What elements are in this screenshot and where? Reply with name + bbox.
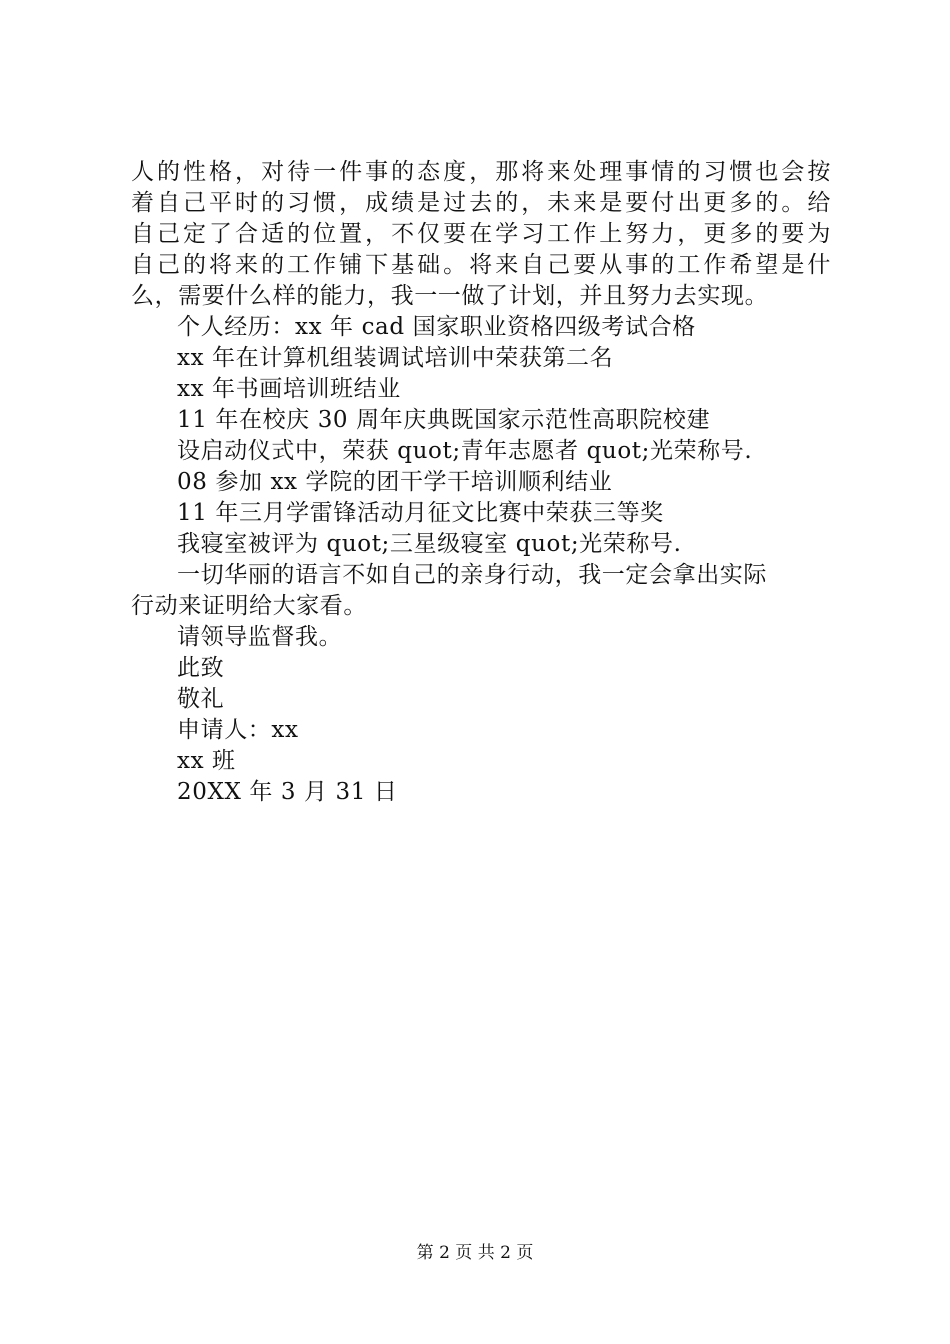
document-body bbox=[131, 157, 831, 808]
experience-line: 设启动仪式中，荣获 quot;青年志愿者 quot;光荣称号. bbox=[177, 438, 753, 464]
body-text-line: 着自己平时的习惯，成绩是过去的，未来是要付出更多的。给 bbox=[131, 190, 831, 216]
salutation-jing-li: 敬礼 bbox=[177, 686, 225, 712]
page-number-footer: 第 2 页 共 2 页 bbox=[416, 1243, 534, 1263]
experience-line: 11 年在校庆 30 周年庆典既国家示范性高职院校建 bbox=[177, 407, 711, 433]
experience-line: 我寝室被评为 quot;三星级寝室 quot;光荣称号. bbox=[177, 531, 682, 557]
closing-paragraph-line: 行动来证明给大家看。 bbox=[131, 593, 367, 619]
salutation-ci-zhi: 此致 bbox=[177, 655, 225, 681]
body-text-line: 人的性格，对待一件事的态度，那将来处理事情的习惯也会按 bbox=[131, 159, 831, 185]
experience-line: 08 参加 xx 学院的团干学干培训顺利结业 bbox=[177, 469, 613, 495]
experience-line: 个人经历：xx 年 cad 国家职业资格四级考试合格 bbox=[177, 314, 696, 340]
applicant-class: xx 班 bbox=[177, 748, 236, 774]
body-text-line: 自己的将来的工作铺下基础。将来自己要从事的工作希望是什 bbox=[131, 252, 831, 278]
body-text-line: 么，需要什么样的能力，我一一做了计划，并且努力去实现。 bbox=[131, 283, 769, 309]
body-text-line: 自己定了合适的位置，不仅要在学习工作上努力，更多的要为 bbox=[131, 221, 831, 247]
experience-line: 11 年三月学雷锋活动月征文比赛中荣获三等奖 bbox=[177, 500, 664, 526]
supervision-request: 请领导监督我。 bbox=[177, 624, 343, 650]
applicant-signature: 申请人：xx bbox=[177, 717, 299, 743]
letter-date: 20XX 年 3 月 31 日 bbox=[177, 779, 398, 805]
experience-line: xx 年在计算机组装调试培训中荣获第二名 bbox=[177, 345, 614, 371]
experience-line: xx 年书画培训班结业 bbox=[177, 376, 401, 402]
closing-paragraph-line: 一切华丽的语言不如自己的亲身行动，我一定会拿出实际 bbox=[177, 562, 767, 588]
